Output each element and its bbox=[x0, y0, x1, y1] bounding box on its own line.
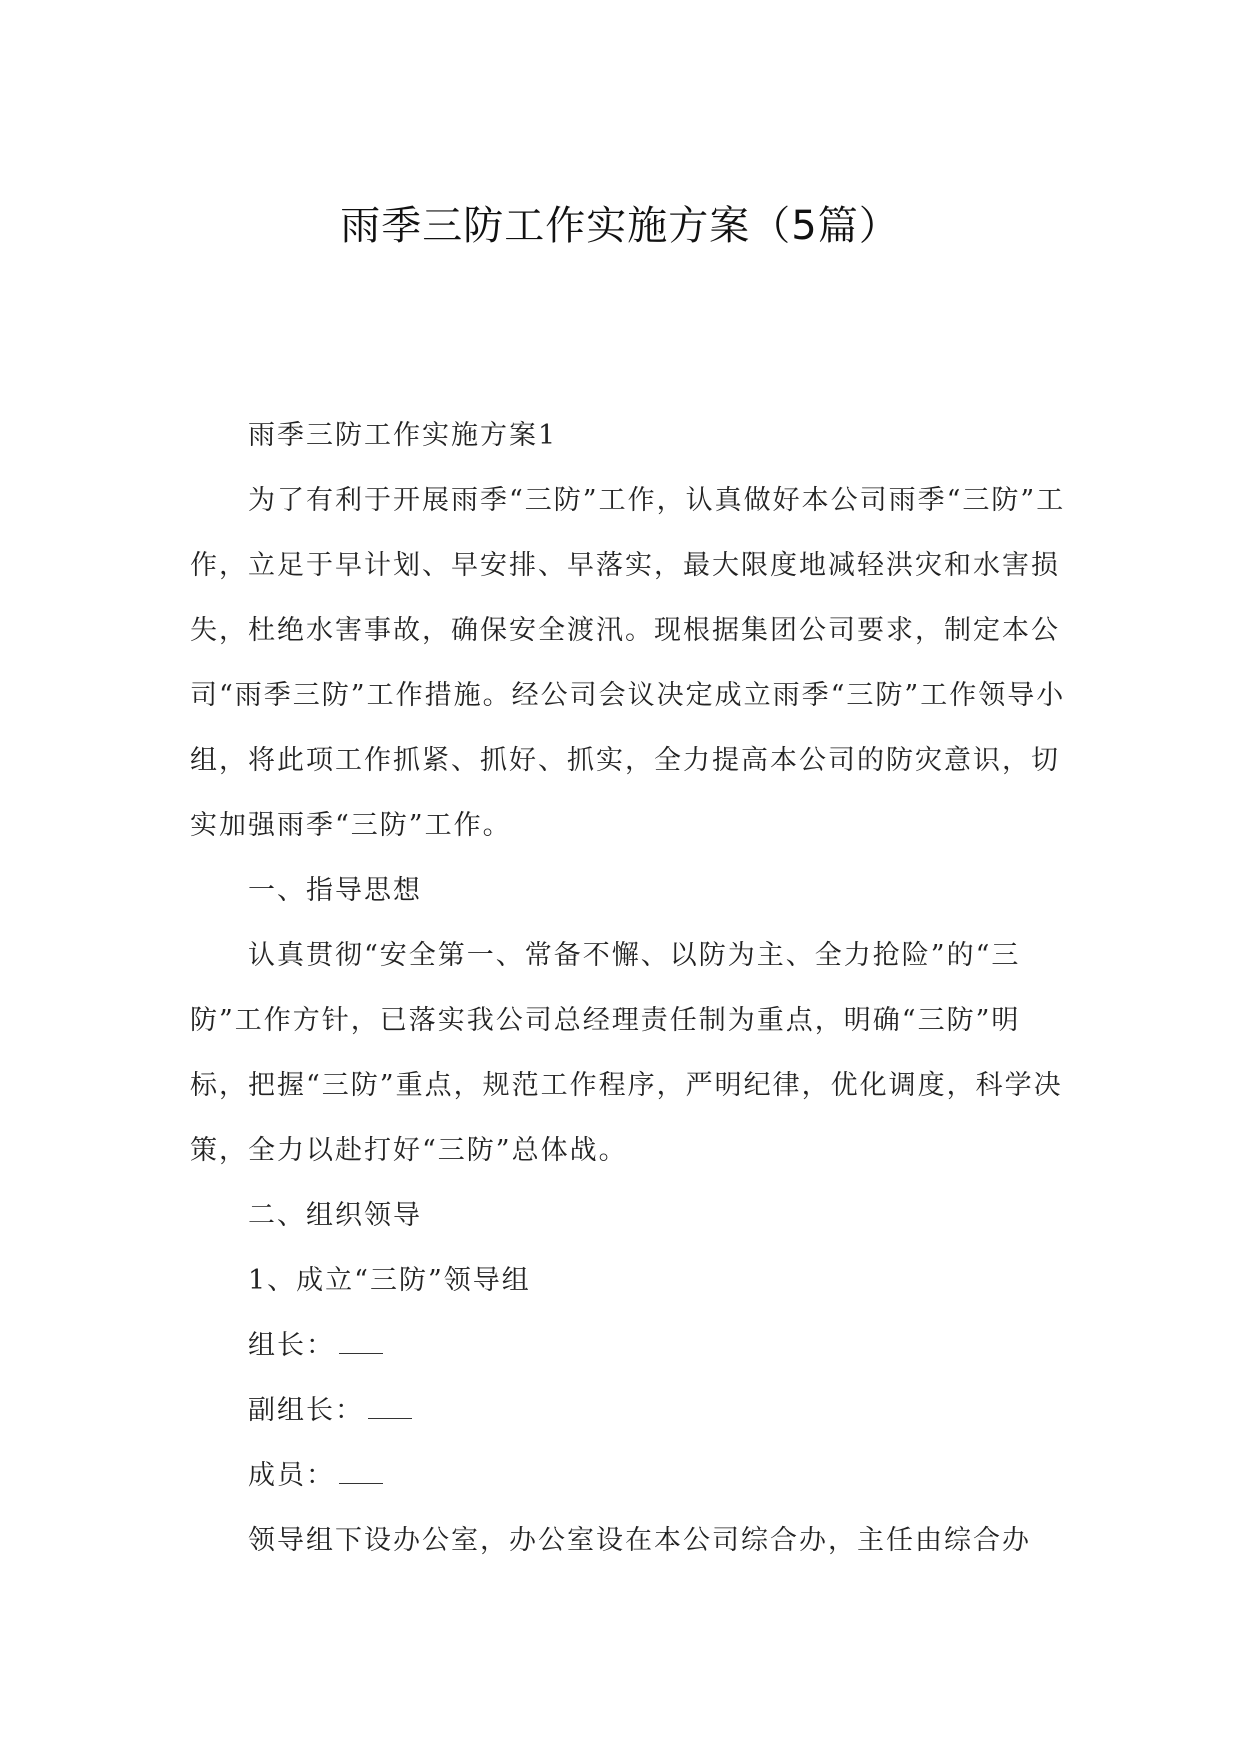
document-body bbox=[190, 403, 1070, 1573]
section-heading: 雨季三防工作实施方案1 bbox=[248, 420, 558, 451]
deputy-label: 副组长： bbox=[248, 1395, 364, 1426]
leader-line bbox=[190, 1313, 1070, 1378]
deputy-blank bbox=[368, 1396, 412, 1419]
members-line bbox=[190, 1443, 1070, 1508]
members-label: 成员： bbox=[248, 1460, 335, 1491]
leader-blank bbox=[339, 1331, 383, 1354]
paragraph-intro: 为了有利于开展雨季“三防”工作，认真做好本公司雨季“三防”工作，立足于早计划、早安排、早落实，最大限度地减轻洪灾和水害损失，杜绝水害事故，确保安全渡汛。现根据集团公司要求，制定本公司“雨季三防”工作措施。经公司会议决定成立雨季“三防”工作领导小组，将此项工作抓紧、抓好、抓实，全力提高本公司的防灾意识，切实加强雨季“三防”工作。 bbox=[190, 485, 1066, 841]
paragraph-office: 领导组下设办公室，办公室设在本公司综合办，主任由综合办 bbox=[248, 1525, 1031, 1556]
members-blank bbox=[339, 1461, 383, 1484]
heading-organization: 二、组织领导 bbox=[248, 1200, 422, 1231]
item-leadership-group: 1、成立“三防”领导组 bbox=[248, 1265, 531, 1296]
deputy-line bbox=[190, 1378, 1070, 1443]
document-title: 雨季三防工作实施方案（5篇） bbox=[340, 203, 900, 249]
paragraph-guiding-ideology: 认真贯彻“安全第一、常备不懈、以防为主、全力抢险”的“三防”工作方针，已落实我公司总经理责任制为重点，明确“三防”明标，把握“三防”重点，规范工作程序，严明纪律，优化调度，科学决策，全力以赴打好“三防”总体战。 bbox=[190, 940, 1063, 1166]
leader-label: 组长： bbox=[248, 1330, 335, 1361]
heading-guiding-ideology: 一、指导思想 bbox=[248, 875, 422, 906]
